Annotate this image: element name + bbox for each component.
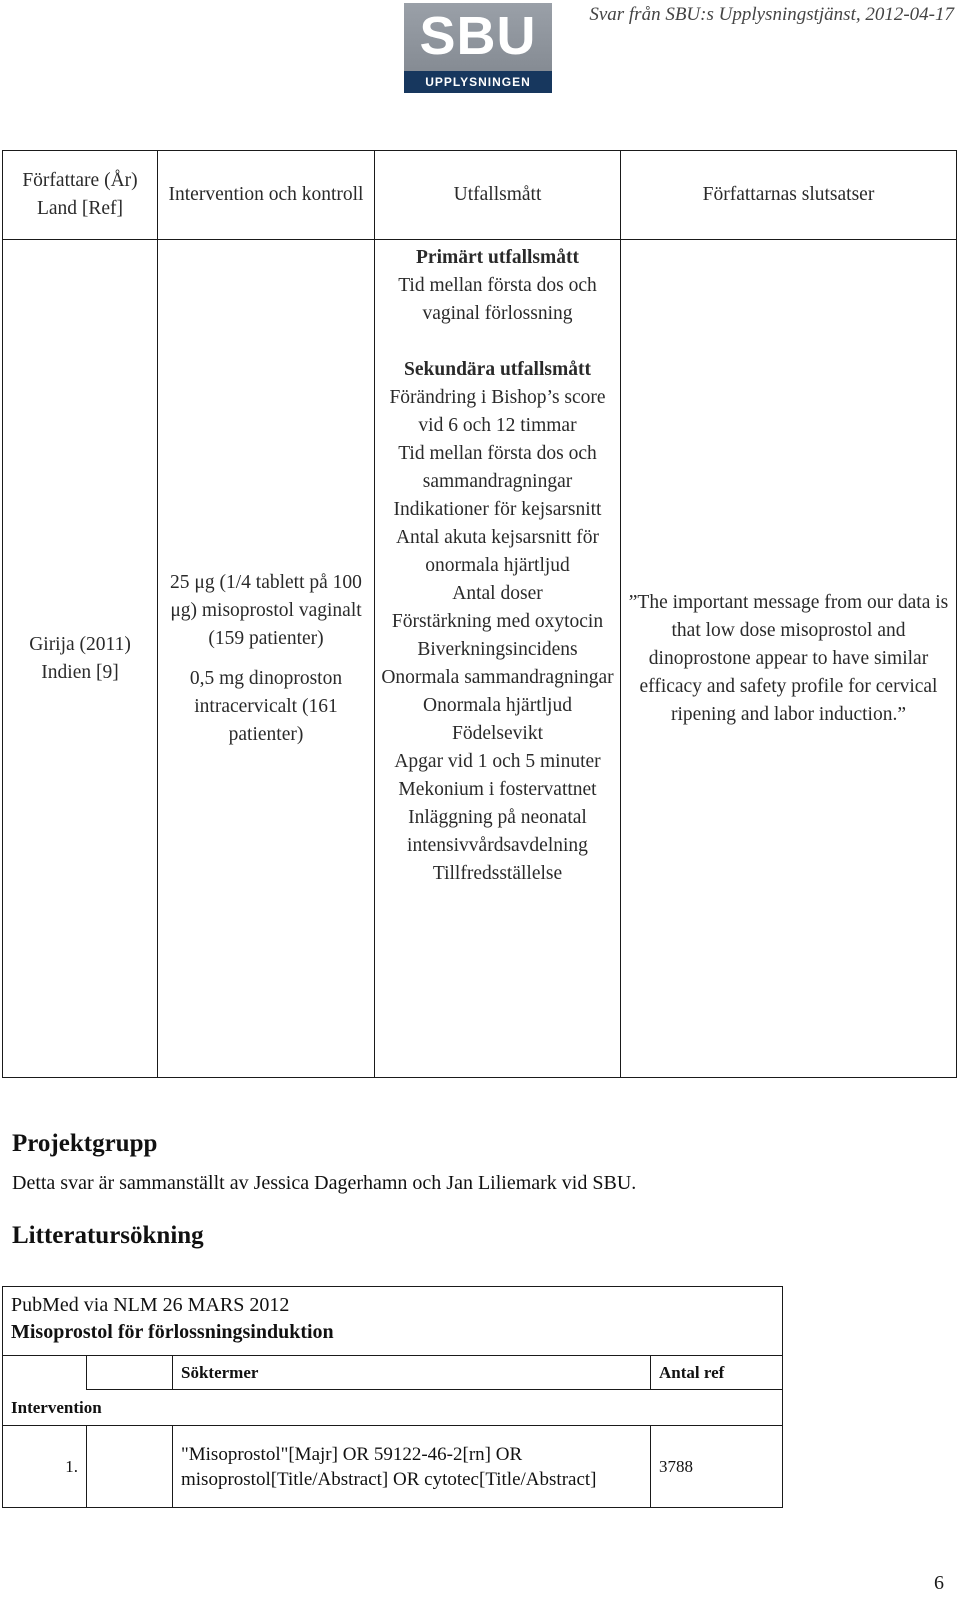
literature-search-heading: Litteratursökning	[12, 1222, 204, 1249]
author-cell: Girija (2011) Indien [9]	[3, 240, 158, 1078]
col-header-author: Författare (År) Land [Ref]	[3, 151, 158, 240]
col-header-count: Antal ref	[651, 1356, 783, 1390]
control-text: 0,5 mg dinoproston intracervicalt (161 patienter)	[189, 667, 343, 745]
secondary-outcome-item: Mekonium i fostervattnet	[398, 779, 597, 800]
secondary-outcome-item: Antal doser	[452, 583, 543, 604]
section-label: Intervention	[3, 1390, 783, 1426]
col-header-intervention: Intervention och kontroll	[158, 151, 375, 240]
col-header-search-terms: Söktermer	[173, 1356, 651, 1390]
sbu-logo	[404, 3, 552, 93]
database-line: PubMed via NLM 26 MARS 2012	[3, 1287, 783, 1320]
secondary-outcome-item: Inläggning på neonatal intensivvårdsavdelning	[407, 807, 588, 856]
logo-letters: SBU	[419, 6, 537, 66]
evidence-table	[2, 150, 957, 1078]
logo-subtext: UPPLYSNINGEN	[404, 71, 552, 93]
secondary-outcome-item: Apgar vid 1 och 5 minuter	[394, 751, 601, 772]
secondary-outcome-item: Biverkningsincidens	[417, 639, 578, 660]
search-title: Misoprostol för förlossningsinduktion	[3, 1319, 783, 1356]
col-header-conclusion: Författarnas slutsatser	[621, 151, 957, 240]
search-table	[2, 1286, 783, 1508]
conclusion-cell: ”The important message from our data is that low dose misoprostol and dinoprostone appear to have similar efficacy and safety profile for cervical ripening and labor induction.”	[621, 240, 957, 1078]
evidence-data-row	[3, 240, 957, 1078]
secondary-outcome-item: Indikationer för kejsarsnitt	[393, 499, 602, 520]
page-number: 6	[934, 1572, 944, 1594]
secondary-outcome-item: Tillfredsställelse	[432, 863, 563, 884]
secondary-outcome-item: Onormala sammandragningar	[381, 667, 614, 688]
search-row-count: 3788	[651, 1426, 783, 1508]
secondary-outcome-item: Förändring i Bishop’s score vid 6 och 12 timmar	[389, 387, 606, 436]
outcome-cell	[375, 240, 621, 1078]
search-table-database-row	[3, 1287, 783, 1320]
secondary-outcome-item: Förstärkning med oxytocin	[391, 611, 604, 632]
secondary-outcome-heading: Sekundära utfallsmått	[404, 359, 591, 380]
search-table-title-row	[3, 1319, 783, 1356]
header-note: Svar från SBU:s Upplysningstjänst, 2012-04-17	[589, 4, 954, 25]
secondary-outcome-item: Antal akuta kejsarsnitt för onormala hjärtljud	[395, 527, 600, 576]
evidence-header-row	[3, 151, 957, 240]
secondary-outcome-item: Födelsevikt	[452, 723, 543, 744]
search-table-section-row	[3, 1390, 783, 1426]
secondary-outcome-item: Tid mellan första dos och sammandragningar	[398, 443, 597, 492]
intervention-text: 25 μg (1/4 tablett på 100 μg) misoprostol vaginalt (159 patienter)	[170, 571, 362, 649]
col-header-outcome: Utfallsmått	[375, 151, 621, 240]
primary-outcome-heading: Primärt utfallsmått	[416, 247, 579, 268]
search-table-header-row	[3, 1356, 783, 1390]
search-table-row	[3, 1426, 783, 1508]
search-row-terms: "Misoprostol"[Majr] OR 59122-46-2[rn] OR misoprostol[Title/Abstract] OR cytotec[Title/Abstract]	[173, 1426, 651, 1508]
project-group-heading: Projektgrupp	[12, 1130, 158, 1157]
intervention-cell	[158, 240, 375, 1078]
search-row-number: 1.	[3, 1426, 87, 1508]
project-group-text: Detta svar är sammanställt av Jessica Dagerhamn och Jan Liliemark vid SBU.	[12, 1172, 637, 1194]
secondary-outcome-item: Onormala hjärtljud	[423, 695, 572, 716]
primary-outcome-text: Tid mellan första dos och vaginal förlossning	[398, 275, 597, 324]
